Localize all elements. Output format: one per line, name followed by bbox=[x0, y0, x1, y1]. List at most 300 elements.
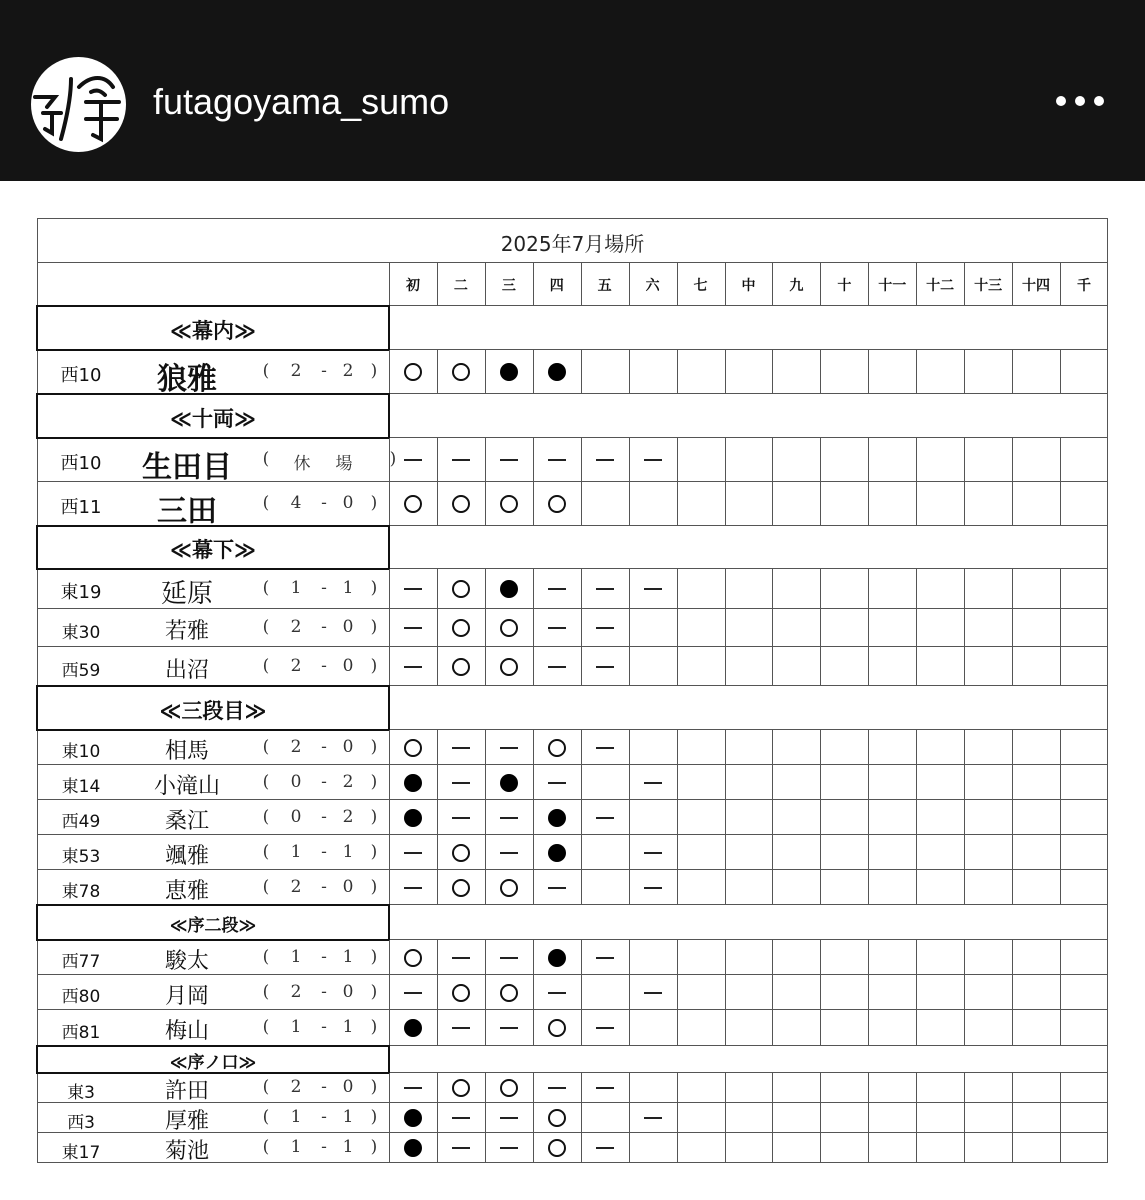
record-part: ) bbox=[370, 1137, 378, 1157]
wrestler-name: 菊池 bbox=[164, 1139, 209, 1164]
result-cell bbox=[581, 835, 629, 870]
record-part: 1 bbox=[342, 1017, 354, 1037]
win-circle-icon bbox=[404, 949, 422, 967]
no-bout-dash-icon bbox=[644, 887, 662, 889]
result-cell bbox=[581, 350, 629, 394]
loss-circle-icon bbox=[548, 949, 566, 967]
rank-label: 東17 bbox=[61, 1142, 101, 1163]
no-bout-dash-icon bbox=[404, 852, 422, 854]
record-part: 2 bbox=[290, 981, 302, 1002]
result-cell bbox=[820, 835, 868, 870]
result-cell bbox=[677, 765, 725, 800]
result-cell bbox=[820, 870, 868, 905]
result-cell bbox=[820, 1073, 868, 1103]
no-bout-dash-icon bbox=[404, 666, 422, 668]
no-bout-dash-icon bbox=[404, 459, 422, 461]
loss-circle-icon bbox=[500, 774, 518, 792]
result-cell bbox=[820, 482, 868, 526]
record-part: 0 bbox=[342, 1077, 354, 1097]
result-cell bbox=[868, 1073, 916, 1103]
record-part: 2 bbox=[290, 1077, 302, 1097]
record-part: ( bbox=[262, 771, 270, 792]
record-part: 2 bbox=[342, 806, 354, 827]
record-part: - bbox=[321, 1077, 327, 1097]
win-circle-icon bbox=[452, 984, 470, 1002]
rank-label: 西11 bbox=[60, 497, 102, 518]
day-label: 十四 bbox=[1022, 278, 1051, 294]
result-cell bbox=[1012, 800, 1060, 835]
record-part: - bbox=[321, 806, 327, 827]
no-bout-dash-icon bbox=[500, 1027, 518, 1029]
rank-label: 東53 bbox=[61, 847, 101, 867]
result-cell bbox=[1012, 609, 1060, 647]
result-cell bbox=[868, 765, 916, 800]
result-cell bbox=[629, 1133, 677, 1163]
record-part: ( bbox=[262, 1137, 270, 1157]
result-cell bbox=[1060, 730, 1108, 765]
result-cell bbox=[725, 940, 773, 975]
result-cell bbox=[725, 569, 773, 609]
result-cell bbox=[725, 1133, 773, 1163]
result-cell bbox=[1060, 940, 1108, 975]
result-cell bbox=[1012, 975, 1060, 1010]
wrestler-name: 三田 bbox=[157, 494, 217, 529]
record-part: ( bbox=[262, 841, 270, 862]
record-part: ) bbox=[370, 771, 378, 792]
result-cell bbox=[916, 647, 964, 686]
no-bout-dash-icon bbox=[452, 957, 470, 959]
record-part: 1 bbox=[342, 841, 354, 862]
no-bout-dash-icon bbox=[452, 747, 470, 749]
win-circle-icon bbox=[500, 619, 518, 637]
result-cell bbox=[677, 730, 725, 765]
result-cell bbox=[725, 647, 773, 686]
record-part: 0 bbox=[342, 493, 354, 513]
day-label: 千 bbox=[1076, 278, 1091, 294]
record-part: ) bbox=[370, 806, 378, 827]
result-cell bbox=[964, 835, 1012, 870]
result-cell bbox=[1060, 1073, 1108, 1103]
result-cell bbox=[868, 730, 916, 765]
result-cell bbox=[820, 975, 868, 1010]
record-part: ) bbox=[389, 449, 397, 469]
result-cell bbox=[677, 800, 725, 835]
result-cell bbox=[772, 609, 820, 647]
record-part: 1 bbox=[290, 1017, 302, 1037]
win-circle-icon bbox=[548, 495, 566, 513]
no-bout-dash-icon bbox=[596, 627, 614, 629]
result-cell bbox=[868, 350, 916, 394]
result-cell bbox=[1060, 1010, 1108, 1046]
result-cell bbox=[916, 438, 964, 482]
win-circle-icon bbox=[500, 1079, 518, 1097]
no-bout-dash-icon bbox=[548, 627, 566, 629]
app-header bbox=[0, 0, 1145, 181]
no-bout-dash-icon bbox=[452, 817, 470, 819]
result-cell bbox=[725, 730, 773, 765]
result-cell bbox=[725, 1010, 773, 1046]
result-cell bbox=[868, 569, 916, 609]
no-bout-dash-icon bbox=[644, 459, 662, 461]
no-bout-dash-icon bbox=[500, 1147, 518, 1149]
record-part: 1 bbox=[290, 946, 302, 967]
wrestler-name: 恵雅 bbox=[164, 878, 209, 904]
result-cell bbox=[1012, 569, 1060, 609]
record-part: - bbox=[321, 771, 327, 792]
result-cell bbox=[916, 835, 964, 870]
record-part: ) bbox=[370, 617, 378, 637]
section-label: ≪十両≫ bbox=[170, 406, 256, 431]
no-bout-dash-icon bbox=[404, 887, 422, 889]
record-part: ) bbox=[370, 1017, 378, 1037]
result-cell bbox=[581, 870, 629, 905]
rank-label: 西80 bbox=[61, 987, 101, 1007]
record-part: ( bbox=[262, 1077, 270, 1097]
record-part: ) bbox=[370, 493, 378, 513]
result-cell bbox=[1060, 609, 1108, 647]
result-cell bbox=[725, 609, 773, 647]
no-bout-dash-icon bbox=[452, 1117, 470, 1119]
win-circle-icon bbox=[500, 984, 518, 1002]
result-cell bbox=[629, 350, 677, 394]
rank-label: 東78 bbox=[61, 882, 101, 902]
result-cell bbox=[820, 350, 868, 394]
result-cell bbox=[964, 1103, 1012, 1133]
record-part: ( bbox=[262, 806, 270, 827]
rank-label: 東30 bbox=[61, 622, 101, 643]
day-label: 十 bbox=[837, 278, 852, 294]
record-part: - bbox=[321, 655, 327, 676]
record-part: ( bbox=[262, 655, 270, 676]
result-cell bbox=[1060, 1103, 1108, 1133]
wrestler-name: 延原 bbox=[160, 579, 213, 609]
record-part: - bbox=[321, 946, 327, 967]
no-bout-dash-icon bbox=[596, 588, 614, 590]
record-part: 1 bbox=[290, 1137, 302, 1157]
record-part: 0 bbox=[342, 655, 354, 676]
result-cell bbox=[916, 1073, 964, 1103]
result-cell bbox=[916, 870, 964, 905]
no-bout-dash-icon bbox=[452, 1147, 470, 1149]
result-cell bbox=[820, 438, 868, 482]
result-cell bbox=[964, 609, 1012, 647]
result-cell bbox=[916, 1103, 964, 1133]
result-cell bbox=[1060, 765, 1108, 800]
result-cell bbox=[772, 975, 820, 1010]
result-cell bbox=[629, 647, 677, 686]
result-cell bbox=[1060, 438, 1108, 482]
section-label: ≪幕内≫ bbox=[170, 318, 256, 343]
no-bout-dash-icon bbox=[644, 852, 662, 854]
rank-label: 西77 bbox=[61, 952, 101, 972]
day-label: 四 bbox=[549, 278, 564, 294]
record-part: 2 bbox=[290, 736, 302, 757]
rank-label: 西10 bbox=[60, 365, 102, 386]
no-bout-dash-icon bbox=[596, 747, 614, 749]
result-cell bbox=[1012, 870, 1060, 905]
win-circle-icon bbox=[452, 1079, 470, 1097]
record-part: - bbox=[321, 493, 327, 513]
result-cell bbox=[772, 1103, 820, 1133]
record-part: ( bbox=[262, 493, 270, 513]
result-cell bbox=[916, 1133, 964, 1163]
no-bout-dash-icon bbox=[548, 588, 566, 590]
record-part: 1 bbox=[290, 578, 302, 598]
record-part: - bbox=[321, 617, 327, 637]
result-cell bbox=[1060, 569, 1108, 609]
result-cell bbox=[868, 870, 916, 905]
record-part: 1 bbox=[342, 578, 354, 598]
result-cell bbox=[772, 1010, 820, 1046]
result-cell bbox=[772, 870, 820, 905]
record-part: - bbox=[321, 981, 327, 1002]
loss-circle-icon bbox=[500, 363, 518, 381]
result-cell bbox=[677, 1103, 725, 1133]
result-cell bbox=[677, 940, 725, 975]
result-cell bbox=[772, 647, 820, 686]
result-cell bbox=[629, 482, 677, 526]
result-cell bbox=[772, 569, 820, 609]
no-bout-dash-icon bbox=[596, 1027, 614, 1029]
record-part: - bbox=[321, 1137, 327, 1157]
record-part: - bbox=[321, 1017, 327, 1037]
record-part: - bbox=[321, 876, 327, 897]
more-options-button[interactable] bbox=[1050, 84, 1112, 120]
day-label: 十二 bbox=[926, 278, 955, 294]
loss-circle-icon bbox=[500, 580, 518, 598]
record-part: ) bbox=[370, 981, 378, 1002]
win-circle-icon bbox=[452, 495, 470, 513]
result-cell bbox=[677, 1010, 725, 1046]
result-cell bbox=[868, 1133, 916, 1163]
record-part: ( bbox=[262, 617, 270, 637]
no-bout-dash-icon bbox=[644, 1117, 662, 1119]
result-cell bbox=[868, 835, 916, 870]
loss-circle-icon bbox=[548, 809, 566, 827]
record-part: ) bbox=[370, 1107, 378, 1127]
record-part: ( bbox=[262, 946, 270, 967]
result-cell bbox=[964, 482, 1012, 526]
result-cell bbox=[964, 647, 1012, 686]
section-label: ≪序ノ口≫ bbox=[169, 1053, 257, 1073]
result-cell bbox=[964, 1133, 1012, 1163]
result-cell bbox=[820, 1133, 868, 1163]
result-cell bbox=[964, 765, 1012, 800]
result-cell bbox=[1060, 482, 1108, 526]
win-circle-icon bbox=[548, 1019, 566, 1037]
wrestler-name: 許田 bbox=[164, 1079, 209, 1104]
result-cell bbox=[1060, 835, 1108, 870]
no-bout-dash-icon bbox=[548, 666, 566, 668]
result-cell bbox=[629, 1010, 677, 1046]
record-part: - bbox=[321, 1107, 327, 1127]
day-label: 十三 bbox=[974, 278, 1003, 294]
no-bout-dash-icon bbox=[548, 992, 566, 994]
win-circle-icon bbox=[500, 658, 518, 676]
result-cell bbox=[820, 800, 868, 835]
profile-avatar[interactable] bbox=[31, 57, 126, 152]
no-bout-dash-icon bbox=[548, 887, 566, 889]
result-cell bbox=[964, 1010, 1012, 1046]
result-cell bbox=[820, 730, 868, 765]
no-bout-dash-icon bbox=[596, 1087, 614, 1089]
result-cell bbox=[868, 647, 916, 686]
rank-label: 西59 bbox=[61, 661, 101, 681]
no-bout-dash-icon bbox=[644, 992, 662, 994]
win-circle-icon bbox=[548, 1139, 566, 1157]
result-cell bbox=[772, 940, 820, 975]
record-part: 0 bbox=[342, 617, 354, 637]
day-label: 初 bbox=[405, 278, 420, 294]
no-bout-dash-icon bbox=[500, 747, 518, 749]
result-cell bbox=[772, 350, 820, 394]
day-label: 五 bbox=[597, 278, 612, 294]
no-bout-dash-icon bbox=[404, 1087, 422, 1089]
record-part: ) bbox=[370, 578, 378, 598]
record-part: 1 bbox=[290, 841, 302, 862]
record-part: 場 bbox=[335, 454, 353, 474]
no-bout-dash-icon bbox=[452, 782, 470, 784]
wrestler-name: 月岡 bbox=[164, 983, 209, 1009]
result-cell bbox=[725, 438, 773, 482]
result-cell bbox=[868, 800, 916, 835]
rank-label: 西49 bbox=[61, 812, 101, 832]
result-cell bbox=[629, 1073, 677, 1103]
record-part: ) bbox=[370, 841, 378, 862]
result-cell bbox=[964, 975, 1012, 1010]
result-cell bbox=[1060, 1133, 1108, 1163]
win-circle-icon bbox=[452, 619, 470, 637]
result-cell bbox=[677, 647, 725, 686]
result-cell bbox=[964, 870, 1012, 905]
result-cell bbox=[868, 975, 916, 1010]
no-bout-dash-icon bbox=[596, 459, 614, 461]
result-cell bbox=[677, 1133, 725, 1163]
no-bout-dash-icon bbox=[404, 588, 422, 590]
result-cell bbox=[581, 765, 629, 800]
no-bout-dash-icon bbox=[404, 992, 422, 994]
wrestler-name: 相馬 bbox=[164, 738, 209, 764]
record-part: ) bbox=[370, 736, 378, 757]
result-cell bbox=[725, 1073, 773, 1103]
result-cell bbox=[916, 730, 964, 765]
rank-label: 西81 bbox=[61, 1022, 101, 1043]
result-cell bbox=[772, 835, 820, 870]
no-bout-dash-icon bbox=[548, 782, 566, 784]
record-part: 2 bbox=[290, 361, 302, 381]
account-username[interactable]: futagoyama_sumo bbox=[153, 81, 450, 122]
win-circle-icon bbox=[452, 844, 470, 862]
record-part: - bbox=[321, 841, 327, 862]
record-part: ( bbox=[262, 981, 270, 1002]
day-label: 九 bbox=[789, 278, 804, 294]
tournament-results-sheet bbox=[37, 218, 1108, 1163]
sheet-title: 2025年7月場所 bbox=[500, 232, 645, 256]
day-label: 十一 bbox=[878, 278, 907, 294]
result-cell bbox=[677, 482, 725, 526]
record-part: ( bbox=[262, 449, 270, 469]
result-cell bbox=[677, 609, 725, 647]
record-part: 2 bbox=[290, 655, 302, 676]
result-cell bbox=[1012, 940, 1060, 975]
loss-circle-icon bbox=[404, 1139, 422, 1157]
result-cell bbox=[1012, 730, 1060, 765]
result-cell bbox=[1012, 765, 1060, 800]
record-part: 0 bbox=[290, 771, 302, 792]
result-cell bbox=[868, 1010, 916, 1046]
result-cell bbox=[964, 730, 1012, 765]
no-bout-dash-icon bbox=[596, 1147, 614, 1149]
record-part: 0 bbox=[342, 736, 354, 757]
no-bout-dash-icon bbox=[500, 459, 518, 461]
wrestler-name: 颯雅 bbox=[164, 843, 209, 869]
wrestler-name: 出沼 bbox=[164, 657, 209, 683]
result-cell bbox=[820, 940, 868, 975]
result-cell bbox=[868, 940, 916, 975]
win-circle-icon bbox=[500, 879, 518, 897]
win-circle-icon bbox=[452, 363, 470, 381]
result-cell bbox=[964, 1073, 1012, 1103]
record-part: 2 bbox=[290, 876, 302, 897]
wrestler-name: 桑江 bbox=[164, 808, 209, 834]
no-bout-dash-icon bbox=[452, 1027, 470, 1029]
no-bout-dash-icon bbox=[596, 957, 614, 959]
result-cell bbox=[1012, 1103, 1060, 1133]
result-cell bbox=[1012, 647, 1060, 686]
no-bout-dash-icon bbox=[548, 459, 566, 461]
wrestler-name: 若雅 bbox=[164, 619, 209, 644]
rank-label: 東3 bbox=[67, 1082, 95, 1103]
result-cell bbox=[1060, 870, 1108, 905]
result-cell bbox=[868, 1103, 916, 1133]
loss-circle-icon bbox=[404, 809, 422, 827]
no-bout-dash-icon bbox=[644, 782, 662, 784]
loss-circle-icon bbox=[404, 774, 422, 792]
result-cell bbox=[916, 800, 964, 835]
win-circle-icon bbox=[548, 739, 566, 757]
result-cell bbox=[581, 482, 629, 526]
result-cell bbox=[820, 569, 868, 609]
result-cell bbox=[964, 438, 1012, 482]
record-part: ( bbox=[262, 736, 270, 757]
result-cell bbox=[772, 1073, 820, 1103]
result-cell bbox=[1012, 1133, 1060, 1163]
result-cell bbox=[820, 647, 868, 686]
day-label: 六 bbox=[645, 278, 660, 294]
result-cell bbox=[677, 975, 725, 1010]
result-cell bbox=[772, 800, 820, 835]
result-cell bbox=[916, 350, 964, 394]
record-part: 1 bbox=[342, 1107, 354, 1127]
result-cell bbox=[677, 350, 725, 394]
record-part: 休 bbox=[293, 454, 311, 474]
rank-label: 西10 bbox=[60, 453, 102, 474]
result-cell bbox=[1060, 350, 1108, 394]
no-bout-dash-icon bbox=[548, 1087, 566, 1089]
result-cell bbox=[1012, 1010, 1060, 1046]
day-label: 二 bbox=[453, 278, 468, 294]
result-cell bbox=[916, 1010, 964, 1046]
result-cell bbox=[772, 730, 820, 765]
wrestler-name: 生田目 bbox=[142, 450, 232, 485]
wrestler-name: 狼雅 bbox=[157, 362, 217, 397]
no-bout-dash-icon bbox=[500, 817, 518, 819]
loss-circle-icon bbox=[404, 1109, 422, 1127]
no-bout-dash-icon bbox=[404, 627, 422, 629]
no-bout-dash-icon bbox=[500, 957, 518, 959]
record-part: 0 bbox=[342, 981, 354, 1002]
record-part: 2 bbox=[342, 771, 354, 792]
